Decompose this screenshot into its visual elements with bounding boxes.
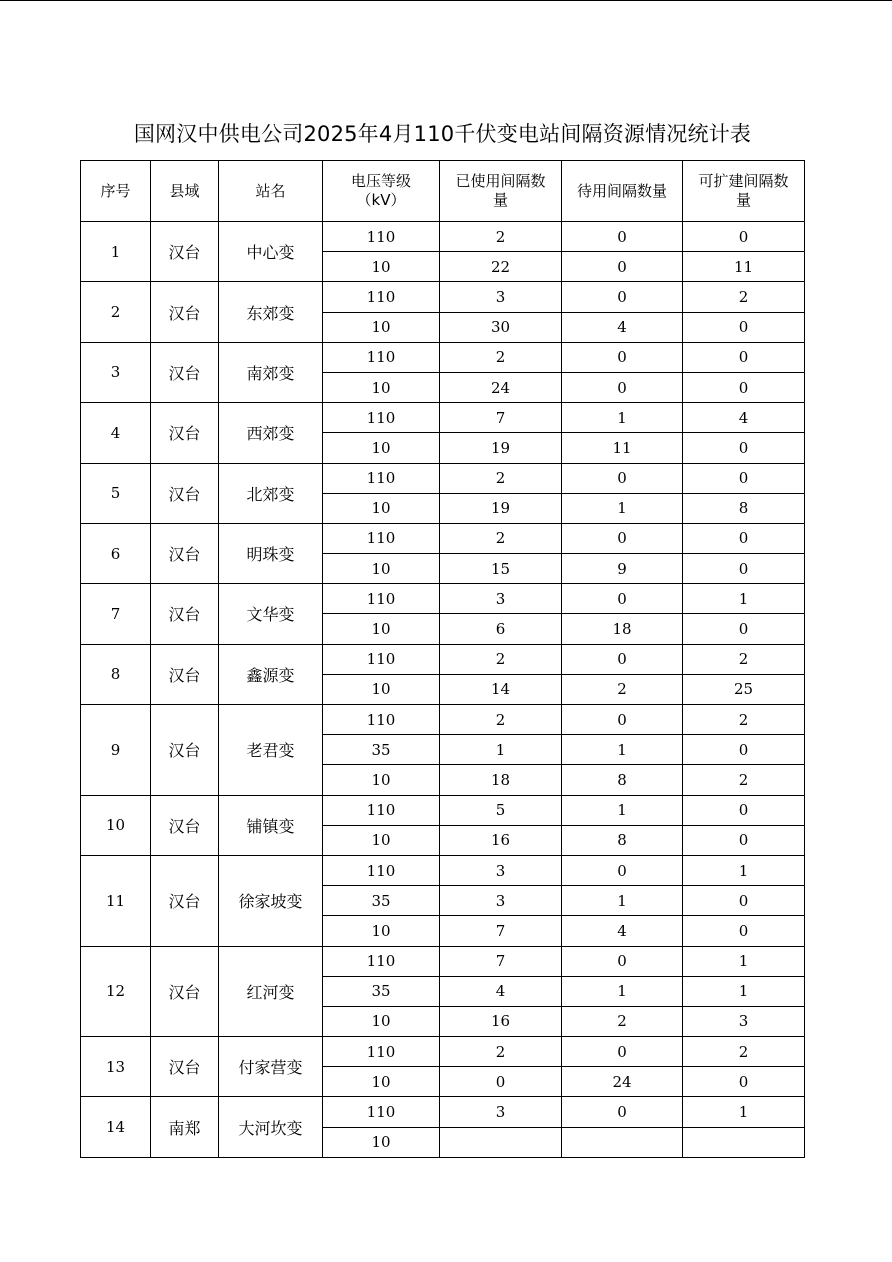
voltage-cell: 10 [323, 493, 440, 523]
serial-cell: 6 [81, 523, 151, 583]
standby-intervals-cell: 8 [562, 825, 683, 855]
used-intervals-cell: 2 [440, 342, 562, 372]
voltage-cell: 110 [323, 282, 440, 312]
used-intervals-cell: 2 [440, 644, 562, 674]
county-cell: 汉台 [151, 342, 219, 402]
serial-cell: 13 [81, 1037, 151, 1097]
expandable-intervals-cell: 25 [683, 674, 805, 704]
expandable-intervals-cell: 0 [683, 342, 805, 372]
expandable-intervals-cell: 0 [683, 433, 805, 463]
standby-intervals-cell: 9 [562, 554, 683, 584]
voltage-cell: 110 [323, 1097, 440, 1127]
standby-intervals-cell: 2 [562, 1006, 683, 1036]
standby-intervals-cell: 0 [562, 342, 683, 372]
used-intervals-cell: 16 [440, 1006, 562, 1036]
station-name-cell: 付家营变 [219, 1037, 323, 1097]
county-cell: 汉台 [151, 403, 219, 463]
station-name-cell: 东郊变 [219, 282, 323, 342]
header-station-name: 站名 [219, 161, 323, 222]
station-name-cell: 文华变 [219, 584, 323, 644]
standby-intervals-cell: 0 [562, 222, 683, 252]
standby-intervals-cell: 0 [562, 252, 683, 282]
used-intervals-cell: 3 [440, 282, 562, 312]
voltage-cell: 10 [323, 825, 440, 855]
used-intervals-cell: 14 [440, 674, 562, 704]
expandable-intervals-cell: 0 [683, 795, 805, 825]
voltage-cell: 110 [323, 946, 440, 976]
used-intervals-cell: 1 [440, 735, 562, 765]
station-name-cell: 西郊变 [219, 403, 323, 463]
standby-intervals-cell: 0 [562, 946, 683, 976]
expandable-intervals-cell: 2 [683, 765, 805, 795]
expandable-intervals-cell: 2 [683, 282, 805, 312]
expandable-intervals-cell: 1 [683, 976, 805, 1006]
serial-cell: 7 [81, 584, 151, 644]
used-intervals-cell: 19 [440, 493, 562, 523]
station-name-cell: 大河坎变 [219, 1097, 323, 1157]
standby-intervals-cell: 18 [562, 614, 683, 644]
station-name-cell: 鑫源变 [219, 644, 323, 704]
county-cell: 汉台 [151, 1037, 219, 1097]
serial-cell: 3 [81, 342, 151, 402]
standby-intervals-cell: 0 [562, 705, 683, 735]
county-cell: 汉台 [151, 644, 219, 704]
used-intervals-cell: 2 [440, 463, 562, 493]
voltage-cell: 10 [323, 674, 440, 704]
county-cell: 汉台 [151, 705, 219, 796]
voltage-cell: 35 [323, 886, 440, 916]
county-cell: 南郑 [151, 1097, 219, 1157]
table-row [81, 795, 805, 825]
county-cell: 汉台 [151, 855, 219, 946]
used-intervals-cell: 6 [440, 614, 562, 644]
voltage-cell: 110 [323, 403, 440, 433]
used-intervals-cell: 0 [440, 1067, 562, 1097]
voltage-cell: 110 [323, 1037, 440, 1067]
expandable-intervals-cell: 0 [683, 523, 805, 553]
station-name-cell: 铺镇变 [219, 795, 323, 855]
expandable-intervals-cell: 0 [683, 372, 805, 402]
expandable-intervals-cell: 0 [683, 614, 805, 644]
expandable-intervals-cell: 0 [683, 1067, 805, 1097]
used-intervals-cell: 3 [440, 1097, 562, 1127]
standby-intervals-cell: 1 [562, 403, 683, 433]
table-row [81, 584, 805, 614]
used-intervals-cell: 2 [440, 523, 562, 553]
table-row [81, 523, 805, 553]
serial-cell: 2 [81, 282, 151, 342]
expandable-intervals-cell: 2 [683, 705, 805, 735]
voltage-cell: 110 [323, 855, 440, 885]
county-cell: 汉台 [151, 584, 219, 644]
expandable-intervals-cell: 0 [683, 312, 805, 342]
table-row [81, 1097, 805, 1127]
station-name-cell: 老君变 [219, 705, 323, 796]
used-intervals-cell: 2 [440, 222, 562, 252]
standby-intervals-cell: 0 [562, 1097, 683, 1127]
serial-cell: 14 [81, 1097, 151, 1157]
header-used-intervals: 已使用间隔数 量 [440, 161, 562, 222]
expandable-intervals-cell: 1 [683, 946, 805, 976]
serial-cell: 5 [81, 463, 151, 523]
used-intervals-cell: 19 [440, 433, 562, 463]
standby-intervals-cell: 0 [562, 523, 683, 553]
voltage-cell: 10 [323, 252, 440, 282]
serial-cell: 11 [81, 855, 151, 946]
serial-cell: 12 [81, 946, 151, 1037]
expandable-intervals-cell: 0 [683, 554, 805, 584]
expandable-intervals-cell: 11 [683, 252, 805, 282]
station-name-cell: 中心变 [219, 222, 323, 282]
table-body [81, 222, 805, 1158]
serial-cell: 4 [81, 403, 151, 463]
used-intervals-cell: 7 [440, 946, 562, 976]
standby-intervals-cell: 0 [562, 1037, 683, 1067]
standby-intervals-cell: 2 [562, 674, 683, 704]
table-row [81, 855, 805, 885]
voltage-cell: 10 [323, 1006, 440, 1036]
county-cell: 汉台 [151, 463, 219, 523]
header-expandable-intervals: 可扩建间隔数 量 [683, 161, 805, 222]
standby-intervals-cell: 4 [562, 312, 683, 342]
standby-intervals-cell: 24 [562, 1067, 683, 1097]
used-intervals-cell: 5 [440, 795, 562, 825]
standby-intervals-cell: 1 [562, 735, 683, 765]
table-row [81, 644, 805, 674]
used-intervals-cell: 7 [440, 916, 562, 946]
voltage-cell: 10 [323, 1127, 440, 1157]
standby-intervals-cell: 4 [562, 916, 683, 946]
used-intervals-cell: 2 [440, 1037, 562, 1067]
voltage-cell: 110 [323, 644, 440, 674]
table-row [81, 282, 805, 312]
header-serial: 序号 [81, 161, 151, 222]
voltage-cell: 10 [323, 765, 440, 795]
expandable-intervals-cell: 2 [683, 644, 805, 674]
standby-intervals-cell: 0 [562, 282, 683, 312]
expandable-intervals-cell: 1 [683, 1097, 805, 1127]
used-intervals-cell: 2 [440, 705, 562, 735]
expandable-intervals-cell: 1 [683, 584, 805, 614]
standby-intervals-cell: 8 [562, 765, 683, 795]
county-cell: 汉台 [151, 222, 219, 282]
table-row [81, 1037, 805, 1067]
interval-resource-table [80, 160, 805, 1158]
voltage-cell: 110 [323, 795, 440, 825]
used-intervals-cell: 15 [440, 554, 562, 584]
voltage-cell: 10 [323, 1067, 440, 1097]
serial-cell: 9 [81, 705, 151, 796]
voltage-cell: 110 [323, 463, 440, 493]
table-row [81, 222, 805, 252]
standby-intervals-cell: 11 [562, 433, 683, 463]
expandable-intervals-cell: 4 [683, 403, 805, 433]
expandable-intervals-cell: 2 [683, 1037, 805, 1067]
used-intervals-cell: 3 [440, 886, 562, 916]
table-row [81, 342, 805, 372]
expandable-intervals-cell: 0 [683, 735, 805, 765]
table-row [81, 705, 805, 735]
used-intervals-cell: 7 [440, 403, 562, 433]
voltage-cell: 10 [323, 372, 440, 402]
used-intervals-cell: 4 [440, 976, 562, 1006]
serial-cell: 8 [81, 644, 151, 704]
header-voltage-level: 电压等级 （kV） [323, 161, 440, 222]
voltage-cell: 10 [323, 554, 440, 584]
voltage-cell: 110 [323, 705, 440, 735]
header-standby-intervals: 待用间隔数量 [562, 161, 683, 222]
standby-intervals-cell: 0 [562, 644, 683, 674]
standby-intervals-cell: 1 [562, 795, 683, 825]
station-name-cell: 北郊变 [219, 463, 323, 523]
document-title: 国网汉中供电公司2025年4月110千伏变电站间隔资源情况统计表 [133, 122, 752, 146]
standby-intervals-cell: 0 [562, 584, 683, 614]
used-intervals-cell: 22 [440, 252, 562, 282]
serial-cell: 1 [81, 222, 151, 282]
expandable-intervals-cell [683, 1127, 805, 1157]
used-intervals-cell: 16 [440, 825, 562, 855]
county-cell: 汉台 [151, 282, 219, 342]
header-county: 县域 [151, 161, 219, 222]
county-cell: 汉台 [151, 795, 219, 855]
voltage-cell: 10 [323, 312, 440, 342]
table-row [81, 946, 805, 976]
county-cell: 汉台 [151, 946, 219, 1037]
expandable-intervals-cell: 0 [683, 825, 805, 855]
expandable-intervals-cell: 0 [683, 916, 805, 946]
station-name-cell: 南郊变 [219, 342, 323, 402]
used-intervals-cell: 18 [440, 765, 562, 795]
expandable-intervals-cell: 3 [683, 1006, 805, 1036]
used-intervals-cell: 30 [440, 312, 562, 342]
standby-intervals-cell: 0 [562, 855, 683, 885]
voltage-cell: 35 [323, 976, 440, 1006]
used-intervals-cell: 3 [440, 855, 562, 885]
table-row [81, 463, 805, 493]
voltage-cell: 10 [323, 916, 440, 946]
standby-intervals-cell: 0 [562, 372, 683, 402]
voltage-cell: 10 [323, 433, 440, 463]
standby-intervals-cell: 1 [562, 976, 683, 1006]
standby-intervals-cell: 0 [562, 463, 683, 493]
voltage-cell: 110 [323, 584, 440, 614]
standby-intervals-cell: 1 [562, 493, 683, 523]
expandable-intervals-cell: 0 [683, 886, 805, 916]
voltage-cell: 35 [323, 735, 440, 765]
expandable-intervals-cell: 8 [683, 493, 805, 523]
table-viewport [80, 160, 805, 1152]
station-name-cell: 红河变 [219, 946, 323, 1037]
header-row [81, 161, 805, 222]
expandable-intervals-cell: 0 [683, 222, 805, 252]
voltage-cell: 110 [323, 523, 440, 553]
used-intervals-cell [440, 1127, 562, 1157]
standby-intervals-cell [562, 1127, 683, 1157]
voltage-cell: 10 [323, 614, 440, 644]
county-cell: 汉台 [151, 523, 219, 583]
voltage-cell: 110 [323, 342, 440, 372]
standby-intervals-cell: 1 [562, 886, 683, 916]
table-row [81, 403, 805, 433]
used-intervals-cell: 24 [440, 372, 562, 402]
top-rule [0, 0, 892, 1]
used-intervals-cell: 3 [440, 584, 562, 614]
station-name-cell: 明珠变 [219, 523, 323, 583]
station-name-cell: 徐家坡变 [219, 855, 323, 946]
expandable-intervals-cell: 1 [683, 855, 805, 885]
expandable-intervals-cell: 0 [683, 463, 805, 493]
voltage-cell: 110 [323, 222, 440, 252]
serial-cell: 10 [81, 795, 151, 855]
